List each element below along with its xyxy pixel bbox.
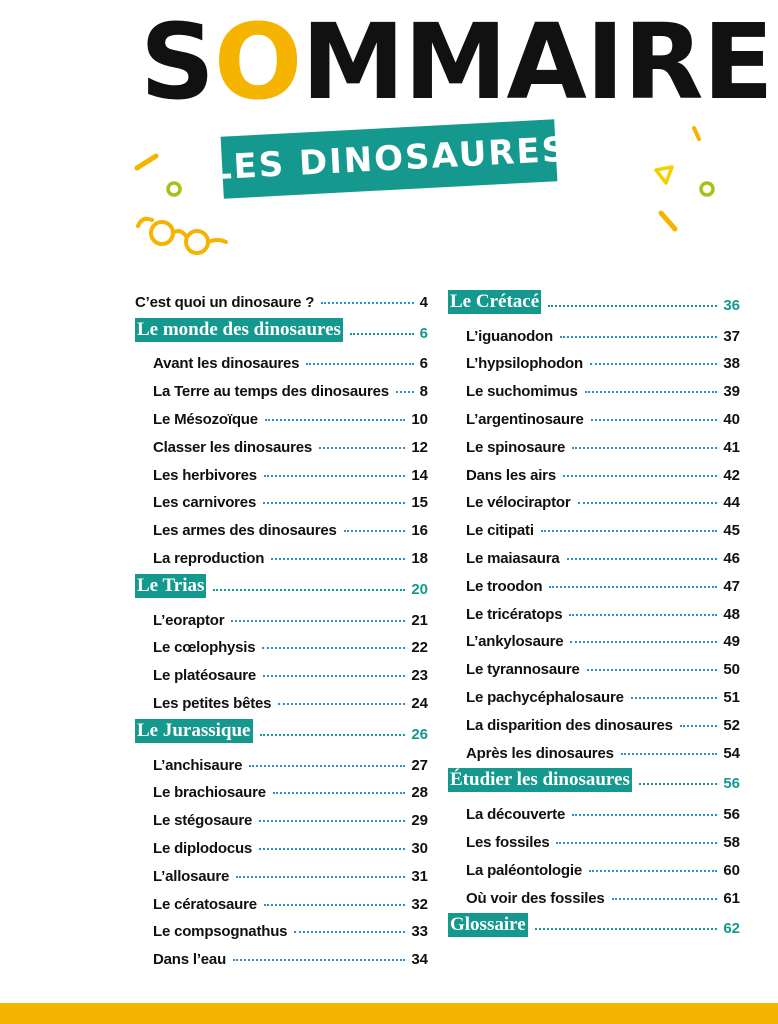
bottom-bar <box>0 1003 778 1024</box>
toc-entry-label: Le compsognathus <box>153 923 288 941</box>
toc-entry-label: L’hypsilophodon <box>466 355 583 373</box>
title-letter-s: S <box>140 1 214 123</box>
dot-leader <box>278 703 405 705</box>
toc-section-title: Étudier les dinosaures <box>450 769 630 791</box>
toc-column-left <box>135 283 428 968</box>
dot-leader <box>560 336 717 338</box>
dot-leader <box>639 783 717 785</box>
toc-entry-label: La découverte <box>466 806 566 824</box>
dot-leader <box>621 753 718 755</box>
toc-page-number: 34 <box>411 951 428 969</box>
toc-entry-row[interactable] <box>135 539 428 567</box>
toc-entry-label: L’eoraptor <box>153 611 225 629</box>
toc-entry-label: La disparition des dinosaures <box>466 716 673 734</box>
toc-page-number: 4 <box>419 293 428 311</box>
toc-entry-row[interactable] <box>135 400 428 428</box>
toc-page-number: 47 <box>723 577 740 595</box>
toc-page-number: 20 <box>411 580 428 598</box>
toc-page-number: 62 <box>723 920 740 938</box>
toc-page-number: 27 <box>411 756 428 774</box>
toc-entry-label: Dans l’eau <box>153 951 227 969</box>
dot-leader <box>585 391 718 393</box>
dot-leader <box>587 669 718 671</box>
dot-leader <box>535 928 718 930</box>
toc-page-number: 26 <box>411 725 428 743</box>
dot-leader <box>260 734 406 736</box>
glasses-icon <box>138 219 226 253</box>
toc-entry-label: Les carnivores <box>153 494 257 512</box>
ring-icon <box>701 183 713 195</box>
dot-leader <box>271 558 405 560</box>
toc-entry-label: L’allosaure <box>153 867 230 885</box>
toc-entry-label: Le brachiosaure <box>153 784 266 802</box>
toc-entry-label: Le platéosaure <box>153 667 257 685</box>
toc-entry-label: Le pachycéphalosaure <box>466 688 624 706</box>
toc-page-number: 50 <box>723 661 740 679</box>
toc-entry-label: Le maiasaura <box>466 549 560 567</box>
toc-page-number: 12 <box>411 438 428 456</box>
toc-entry-label: L’iguanodon <box>466 327 553 345</box>
toc-entry-label: Les fossiles <box>466 833 550 851</box>
dot-leader <box>294 931 405 933</box>
toc-entry-row[interactable] <box>135 829 428 857</box>
dot-leader <box>549 586 717 588</box>
toc-page-number: 23 <box>411 667 428 685</box>
toc-page-number: 14 <box>411 466 428 484</box>
toc-entry-row[interactable] <box>448 851 740 879</box>
toc-page-number: 54 <box>723 744 740 762</box>
toc-entry-row[interactable] <box>135 428 428 456</box>
toc-entry-row[interactable] <box>448 511 740 539</box>
dot-leader <box>259 820 405 822</box>
toc-entry-row[interactable] <box>135 372 428 400</box>
toc-page-number: 8 <box>419 383 428 401</box>
toc-page-number: 6 <box>419 324 428 342</box>
toc-entry-row[interactable] <box>448 879 740 907</box>
toc-page-number: 15 <box>411 494 428 512</box>
toc-page-number: 39 <box>723 383 740 401</box>
dot-leader <box>569 614 717 616</box>
dot-leader <box>263 675 405 677</box>
toc-page-number: 10 <box>411 410 428 428</box>
toc-entry-row[interactable] <box>135 913 428 941</box>
toc-page-number: 22 <box>411 639 428 657</box>
toc-entry-row[interactable] <box>135 885 428 913</box>
toc-entry-row[interactable] <box>448 428 740 456</box>
toc-entry-row[interactable] <box>135 629 428 657</box>
toc-entry-label: Le troodon <box>466 577 543 595</box>
toc-entry-label: Le diplodocus <box>153 839 253 857</box>
toc-section-row[interactable] <box>448 910 740 938</box>
toc-page-number: 24 <box>411 694 428 712</box>
toc-entry-row[interactable] <box>135 656 428 684</box>
toc-entry-row[interactable] <box>448 372 740 400</box>
dot-leader <box>591 419 718 421</box>
toc-page-number: 58 <box>723 833 740 851</box>
toc-entry-row[interactable] <box>135 345 428 373</box>
toc-entry-row[interactable] <box>448 678 740 706</box>
toc-page-number: 29 <box>411 812 428 830</box>
toc-entry-row[interactable] <box>135 283 428 311</box>
toc-entry-label: Les petites bêtes <box>153 694 272 712</box>
dot-leader <box>231 620 405 622</box>
toc-entry-label: Le vélociraptor <box>466 494 571 512</box>
toc-entry-label: Le stégosaure <box>153 812 253 830</box>
toc-entry-label: Le Mésozoïque <box>153 410 258 428</box>
toc-entry-label: Les armes des dinosaures <box>153 522 337 540</box>
dot-leader <box>563 475 717 477</box>
toc-page-number: 44 <box>723 494 740 512</box>
toc-entry-row[interactable] <box>448 567 740 595</box>
dot-leader <box>233 959 405 961</box>
toc-section-title: Glossaire <box>450 914 526 936</box>
dot-leader <box>306 363 413 365</box>
toc-page-number: 37 <box>723 327 740 345</box>
toc-page-number: 40 <box>723 410 740 428</box>
toc-page-number: 21 <box>411 611 428 629</box>
toc-entry-label: La reproduction <box>153 549 265 567</box>
subtitle-banner <box>208 119 570 198</box>
toc-page-number: 31 <box>411 867 428 885</box>
dot-leader <box>578 502 718 504</box>
toc-page-number: 28 <box>411 784 428 802</box>
toc-entry-row[interactable] <box>448 650 740 678</box>
dot-leader <box>236 876 405 878</box>
toc-entry-label: Le suchomimus <box>466 383 578 401</box>
dot-leader <box>590 363 717 365</box>
toc-section-title: Le Jurassique <box>137 719 251 741</box>
dot-leader <box>263 502 405 504</box>
toc-entry-label: La paléontologie <box>466 861 582 879</box>
toc-section-title: Le Trias <box>137 574 205 596</box>
dot-leader <box>319 447 405 449</box>
dot-leader <box>273 792 405 794</box>
dot-leader <box>262 647 405 649</box>
dot-leader <box>612 898 718 900</box>
ring-icon <box>168 183 180 195</box>
toc-page-number: 49 <box>723 633 740 651</box>
toc-entry-row[interactable] <box>448 706 740 734</box>
dot-leader <box>570 641 717 643</box>
dot-leader <box>572 814 717 816</box>
dash-icon <box>137 156 156 168</box>
toc-entry-label: Les herbivores <box>153 466 257 484</box>
toc-column-right <box>448 283 740 940</box>
toc-section-row[interactable] <box>448 765 740 793</box>
toc-entry-row[interactable] <box>135 511 428 539</box>
dash-icon <box>661 213 675 229</box>
toc-page-number: 18 <box>411 549 428 567</box>
toc-entry-row[interactable] <box>448 823 740 851</box>
toc-page-number: 41 <box>723 438 740 456</box>
toc-page-number: 46 <box>723 549 740 567</box>
toc-entry-row[interactable] <box>135 484 428 512</box>
toc-entry-row[interactable] <box>448 539 740 567</box>
toc-entry-row[interactable] <box>448 484 740 512</box>
toc-entry-row[interactable] <box>448 795 740 823</box>
toc-page-number: 42 <box>723 466 740 484</box>
toc-entry-label: L’anchisaure <box>153 756 243 774</box>
toc-entry-label: C’est quoi un dinosaure ? <box>135 293 315 311</box>
toc-page-number: 52 <box>723 716 740 734</box>
toc-page-number: 30 <box>411 839 428 857</box>
toc-entry-label: Avant les dinosaures <box>153 355 300 373</box>
toc-entry-label: L’argentinosaure <box>466 410 584 428</box>
dot-leader <box>548 305 717 307</box>
toc-entry-row[interactable] <box>448 623 740 651</box>
triangle-icon <box>656 167 672 183</box>
toc-page-number: 60 <box>723 861 740 879</box>
toc-entry-label: Le cératosaure <box>153 895 257 913</box>
dot-leader <box>350 333 414 335</box>
toc-entry-label: L’ankylosaure <box>466 633 564 651</box>
dot-leader <box>572 447 717 449</box>
toc-entry-row[interactable] <box>135 684 428 712</box>
dot-leader <box>264 475 405 477</box>
toc-entry-row[interactable] <box>448 345 740 373</box>
toc-entry-label: Classer les dinosaures <box>153 438 313 456</box>
toc-page-number: 56 <box>723 806 740 824</box>
dot-leader <box>265 419 405 421</box>
dot-leader <box>680 725 718 727</box>
toc-entry-label: Le citipati <box>466 522 534 540</box>
dot-leader <box>264 904 405 906</box>
toc-entry-row[interactable] <box>135 746 428 774</box>
dot-leader <box>259 848 405 850</box>
toc-section-title: Le monde des dinosaures <box>137 318 341 340</box>
toc-entry-label: Après les dinosaures <box>466 744 614 762</box>
toc-entry-row[interactable] <box>448 317 740 345</box>
toc-entry-row[interactable] <box>448 400 740 428</box>
toc-entry-row[interactable] <box>448 734 740 762</box>
toc-page-number: 36 <box>723 296 740 314</box>
dot-leader <box>321 302 413 304</box>
toc-entry-label: Le cœlophysis <box>153 639 256 657</box>
toc-page-number: 32 <box>411 895 428 913</box>
toc-page-number: 16 <box>411 522 428 540</box>
toc-page-number: 51 <box>723 688 740 706</box>
toc-entry-row[interactable] <box>135 456 428 484</box>
dot-leader <box>567 558 718 560</box>
toc-page-number: 38 <box>723 355 740 373</box>
title-letter-o: O <box>213 1 302 123</box>
toc-entry-row[interactable] <box>448 456 740 484</box>
toc-section-row[interactable] <box>135 715 428 743</box>
title-rest: MMAIRE <box>301 1 773 123</box>
toc-page-number: 33 <box>411 923 428 941</box>
dot-leader <box>396 391 414 393</box>
dot-leader <box>556 842 717 844</box>
toc-page-number: 6 <box>419 355 428 373</box>
page-title <box>140 2 773 122</box>
toc-section-title: Le Crétacé <box>450 290 540 312</box>
toc-section-row[interactable] <box>135 314 428 342</box>
toc-entry-row[interactable] <box>135 940 428 968</box>
toc-entry-label: Dans les airs <box>466 466 556 484</box>
dot-leader <box>541 530 718 532</box>
toc-entry-row[interactable] <box>135 774 428 802</box>
toc-entry-row[interactable] <box>135 601 428 629</box>
toc-section-row[interactable] <box>135 570 428 598</box>
dash-icon <box>694 128 699 139</box>
toc-page-number: 48 <box>723 605 740 623</box>
dot-leader <box>249 765 405 767</box>
toc-entry-label: Où voir des fossiles <box>466 889 605 907</box>
toc-entry-row[interactable] <box>135 857 428 885</box>
toc-entry-row[interactable] <box>135 801 428 829</box>
toc-page-number: 45 <box>723 522 740 540</box>
toc-page-number: 56 <box>723 775 740 793</box>
toc-entry-row[interactable] <box>448 595 740 623</box>
toc-section-row[interactable] <box>448 286 740 314</box>
toc-entry-label: Le spinosaure <box>466 438 566 456</box>
toc-entry-label: La Terre au temps des dinosaures <box>153 383 389 401</box>
toc-entry-label: Le tyrannosaure <box>466 661 580 679</box>
dot-leader <box>344 530 406 532</box>
dot-leader <box>589 870 717 872</box>
toc-entry-label: Le tricératops <box>466 605 563 623</box>
dot-leader <box>631 697 718 699</box>
subtitle: LES DINOSAURES <box>208 129 570 189</box>
dot-leader <box>213 589 405 591</box>
toc-page-number: 61 <box>723 889 740 907</box>
